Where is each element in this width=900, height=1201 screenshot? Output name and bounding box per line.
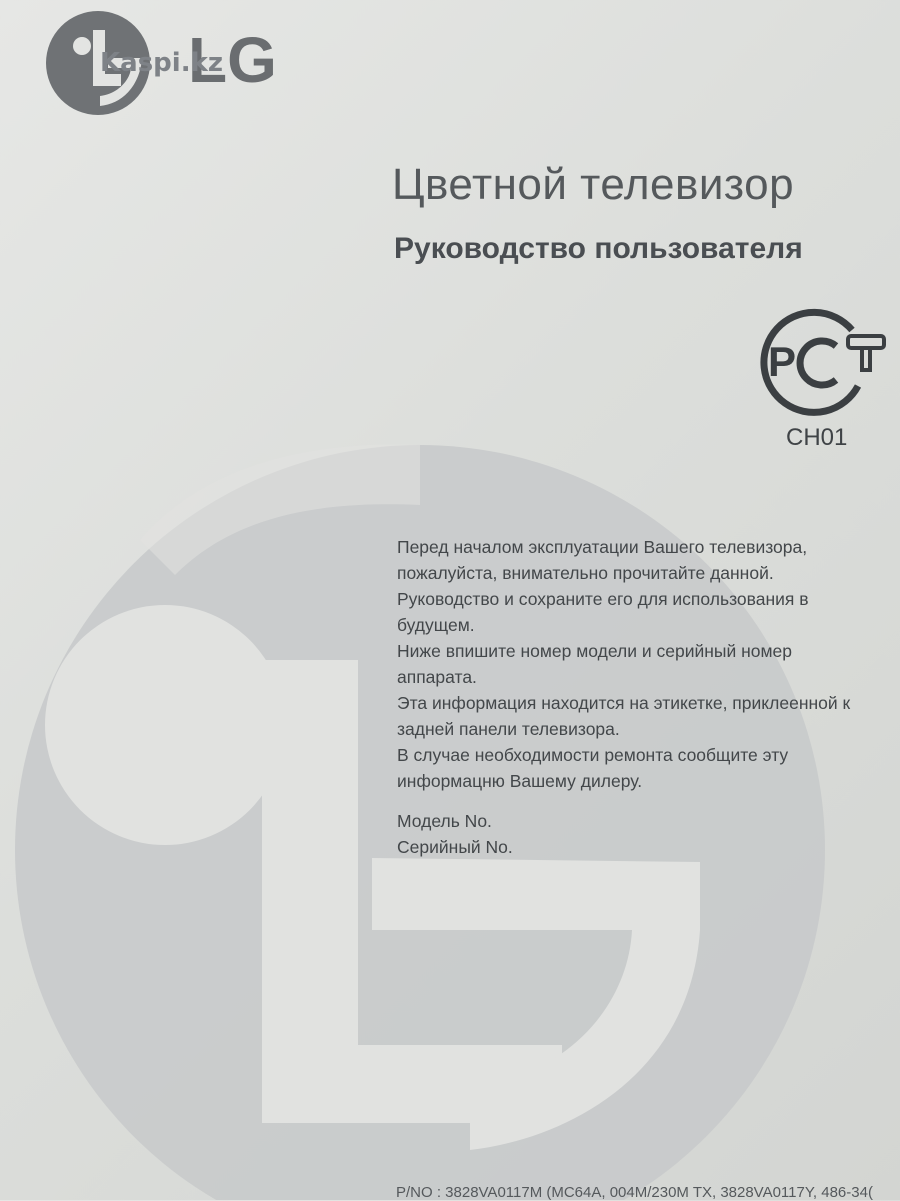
model-number-label: Модель No.: [397, 811, 492, 831]
intro-line: Перед началом эксплуатации Вашего телевизора,: [397, 537, 808, 557]
intro-line: будущем.: [397, 615, 475, 635]
intro-line: задней панели телевизора.: [397, 719, 620, 739]
document-subtitle: Руководство пользователя: [394, 232, 803, 265]
intro-line: Руководство и сохраните его для использования в: [397, 589, 809, 609]
intro-paragraph: [397, 534, 892, 794]
certification-code: CH01: [786, 424, 848, 451]
intro-line: информацню Вашему дилеру.: [397, 771, 643, 791]
part-number-footer: P/NO : 3828VA0117M (MC64A, 004M/230M TX, 3828VA0117Y, 486-34(: [396, 1184, 873, 1201]
intro-line: В случае необходимости ремонта сообщите эту: [397, 745, 789, 765]
pct-certification-mark: [748, 308, 888, 418]
background-logo-dot: [45, 605, 285, 845]
intro-line: аппарата.: [397, 667, 477, 687]
document-title: Цветной телевизор: [392, 160, 795, 209]
intro-line: Эта информация находится на этикетке, приклеенной к: [397, 693, 851, 713]
serial-number-label: Серийный No.: [397, 837, 513, 857]
model-serial-fields: [397, 808, 513, 860]
svg-text:LG: LG: [188, 24, 277, 96]
intro-line: Ниже впишите номер модели и серийный номер: [397, 641, 793, 661]
intro-line: пожалуйста, внимательно прочитайте данной.: [397, 563, 774, 583]
kaspi-watermark: Kaspi.kz: [100, 48, 223, 78]
svg-text:P: P: [768, 338, 797, 385]
